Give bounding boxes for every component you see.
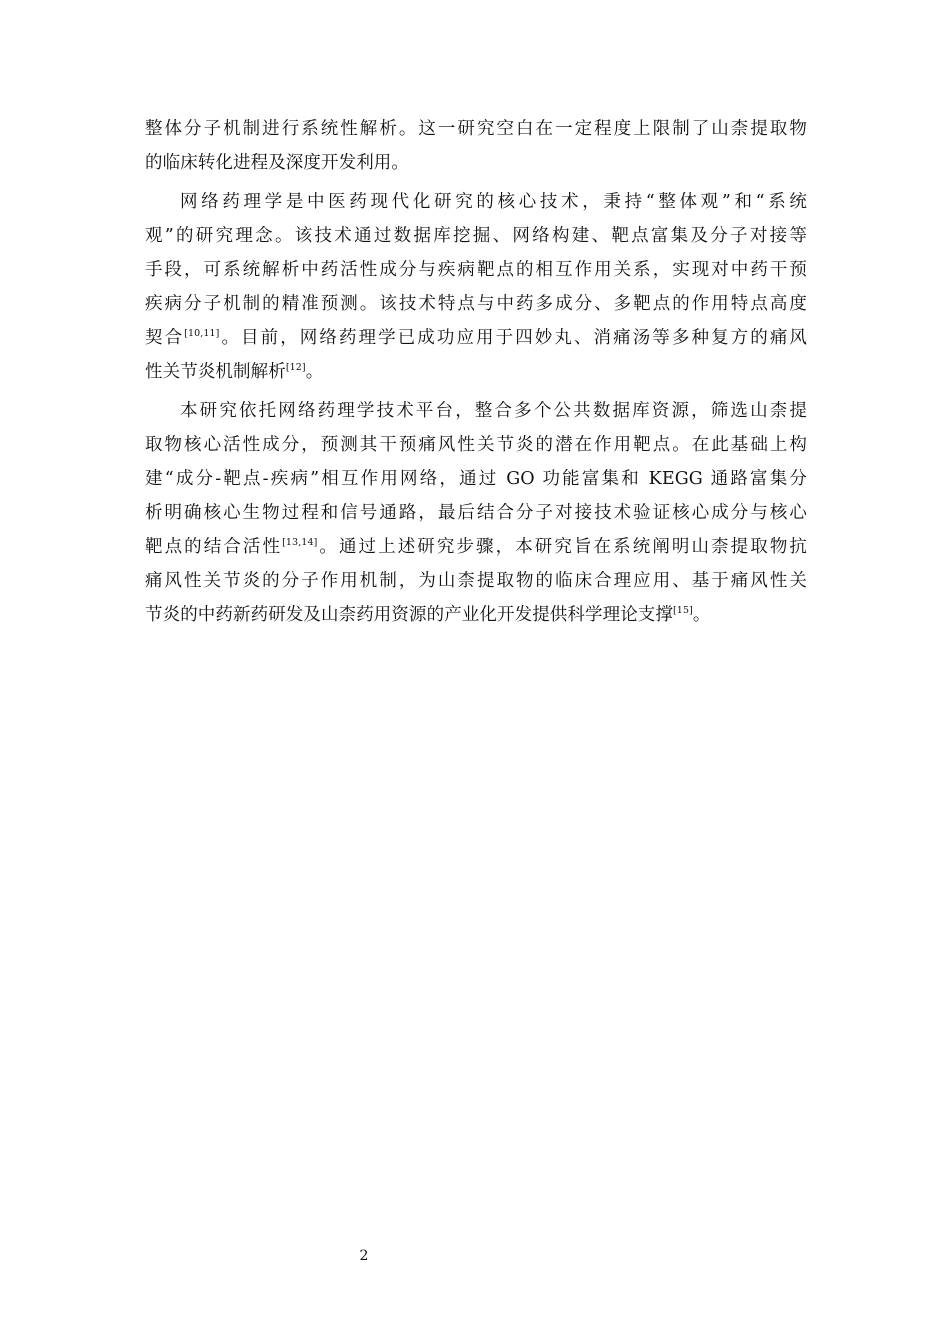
paragraph-2-line-5: 契合[10,11]。目前，网络药理学已成功应用于四妙丸、消痛汤等多种复方的痛风	[145, 328, 807, 348]
paragraph-3-line-7: 节炎的中药新药研发及山柰药用资源的产业化开发提供科学理论支撑[15]。	[145, 605, 711, 625]
citation-ref: [13,14]	[282, 537, 318, 548]
paragraph-2-line-3: 手段，可系统解析中药活性成分与疾病靶点的相互作用关系，实现对中药干预	[145, 260, 807, 280]
paragraph-3-line-6: 痛风性关节炎的分子作用机制，为山柰提取物的临床合理应用、基于痛风性关	[145, 571, 807, 591]
paragraph-3-line-4: 析明确核心生物过程和信号通路，最后结合分子对接技术验证核心成分与核心	[145, 503, 807, 523]
paragraph-2-line-2: 观”的研究理念。该技术通过数据库挖掘、网络构建、靶点富集及分子对接等	[145, 226, 807, 246]
paragraph-2-line-1: 网络药理学是中医药现代化研究的核心技术，秉持“整体观”和“系统	[180, 192, 807, 212]
citation-ref: [10,11]	[184, 328, 220, 339]
paragraph-3-line-1: 本研究依托网络药理学技术平台，整合多个公共数据库资源，筛选山柰提	[180, 401, 807, 421]
paragraph-3-line-3: 建“成分-靶点-疾病”相互作用网络，通过 GO 功能富集和 KEGG 通路富集分	[145, 469, 807, 489]
paragraph-2-line-4: 疾病分子机制的精准预测。该技术特点与中药多成分、多靶点的作用特点高度	[145, 294, 807, 314]
citation-ref: [12]	[285, 362, 306, 373]
paragraph-2-line-6: 性关节炎机制解析[12]。	[145, 362, 324, 382]
paragraph-3-line-5: 靶点的结合活性[13,14]。通过上述研究步骤，本研究旨在系统阐明山柰提取物抗	[145, 537, 808, 557]
paragraph-3-line-2: 取物核心活性成分，预测其干预痛风性关节炎的潜在作用靶点。在此基础上构	[145, 435, 807, 455]
paragraph-1-line-1: 整体分子机制进行系统性解析。这一研究空白在一定程度上限制了山柰提取物	[145, 119, 807, 139]
citation-ref: [15]	[673, 605, 693, 616]
page-number: 2	[359, 1248, 369, 1264]
paragraph-1-line-2: 的临床转化进程及深度开发利用。	[145, 153, 409, 173]
